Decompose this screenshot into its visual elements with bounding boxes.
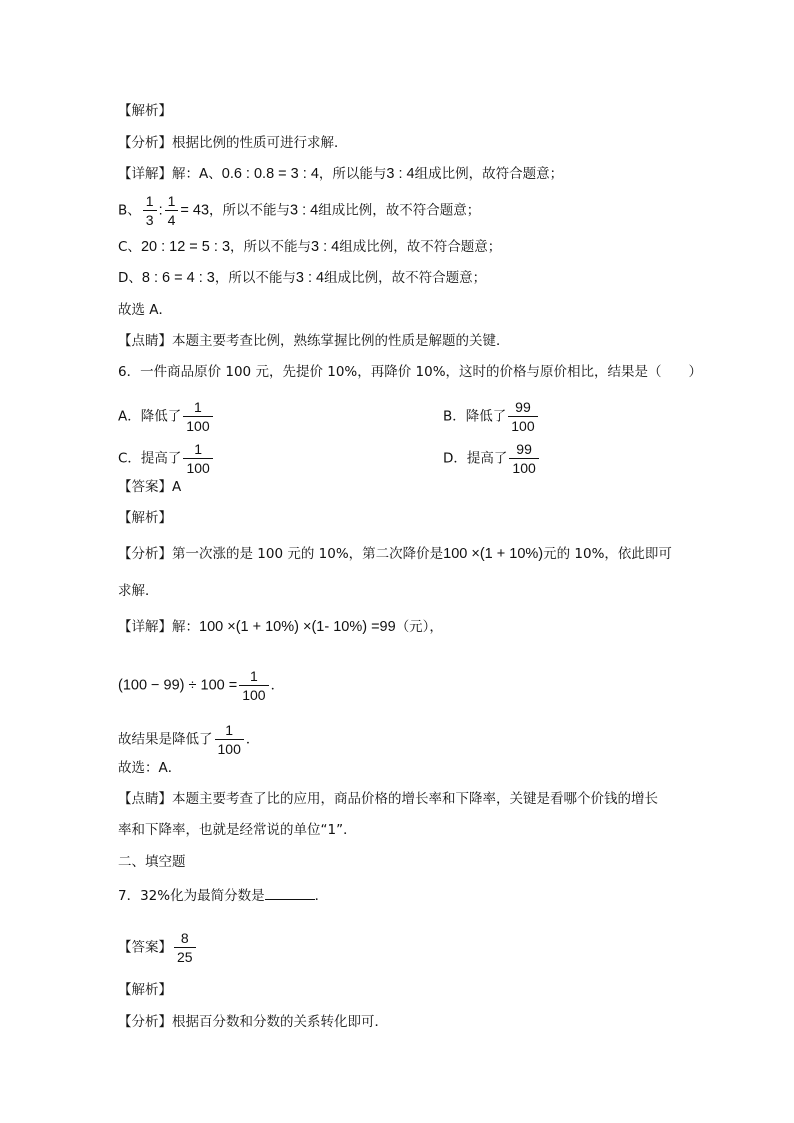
- detail-d-ratio: 8 : 6 = 4 : 3: [141, 270, 215, 286]
- fraction-one-third: $\frac{1}{3}$: [143, 192, 157, 229]
- detail-a-prefix: 【详解】解：A、: [118, 166, 222, 182]
- detail-c-suffix: 组成比例，故不符合题意；: [339, 239, 502, 255]
- result-line: [118, 721, 259, 758]
- result-fraction: $\frac{1}{100}$: [215, 721, 244, 758]
- detail-6: [118, 617, 443, 637]
- analysis-text: 【分析】根据比例的性质可进行求解．: [118, 135, 348, 151]
- detail-6-suffix: （元），: [395, 619, 443, 635]
- detail-a-ratio: 0.6 : 0.8 = 3 : 4: [221, 166, 319, 182]
- analysis-6-suffix: 元的 10%，依此即可: [543, 546, 672, 562]
- option-a-label: A．降低了: [118, 408, 182, 425]
- colon: :: [158, 202, 163, 219]
- detail-c-ratio: 20 : 12 = 5 : 3: [140, 239, 231, 255]
- detail-line-c: [118, 237, 501, 257]
- option-d-fraction: $\frac{99}{100}$: [509, 440, 538, 477]
- result-end: ．: [245, 731, 260, 748]
- choose-answer: 故选 A．: [118, 302, 173, 318]
- detail-c-prefix: C、: [118, 239, 141, 255]
- answer-blank: [265, 885, 315, 900]
- fraction-one-quarter: $\frac{1}{4}$: [165, 192, 179, 229]
- heading-analysis-6: 【解析】: [118, 510, 172, 526]
- analysis-6-continued: 求解．: [118, 583, 159, 599]
- option-c: [118, 440, 215, 477]
- calculation-end: ．: [270, 677, 285, 694]
- option-a-fraction: $\frac{1}{100}$: [183, 398, 212, 435]
- option-a: [118, 398, 215, 435]
- option-c-fraction: $\frac{1}{100}$: [183, 440, 212, 477]
- detail-b-ratio2: 3 : 4: [290, 202, 319, 219]
- detail-a-mid: ，所以能与: [318, 166, 387, 182]
- detail-d-ratio2: 3 : 4: [295, 270, 325, 286]
- analysis-7: 【分析】根据百分数和分数的关系转化即可．: [118, 1014, 388, 1030]
- section-fill-blank: 二、填空题: [118, 854, 186, 870]
- option-b: [443, 398, 540, 435]
- detail-a-ratio2: 3 : 4: [386, 166, 415, 182]
- option-d: [443, 440, 541, 477]
- detail-b-eq: = 43: [180, 202, 210, 219]
- detail-c-mid: ，所以不能与: [230, 239, 312, 255]
- detail-b-suffix: 组成比例，故不符合题意；: [318, 202, 481, 219]
- option-b-label: B．降低了: [443, 408, 507, 425]
- question-7-text: 7．32%化为最简分数是: [118, 888, 265, 904]
- calculation-fraction: $\frac{1}{100}$: [239, 667, 268, 704]
- key-point-6-continued: 率和下降率，也就是经常说的单位“1”．: [118, 822, 357, 838]
- detail-line-d: [118, 268, 486, 288]
- detail-b-mid: ，所以不能与: [209, 202, 291, 219]
- key-point: 【点睛】本题主要考查比例，熟练掌握比例的性质是解题的关键．: [118, 333, 510, 349]
- answer-6: 【答案】A: [118, 479, 182, 495]
- detail-a-suffix: 组成比例，故符合题意；: [414, 166, 564, 182]
- heading-analysis-7: 【解析】: [118, 982, 172, 998]
- calculation-line: [118, 667, 284, 704]
- answer-7-label: 【答案】: [118, 939, 172, 956]
- key-point-6: 【点睛】本题主要考查了比的应用，商品价格的增长率和下降率，关键是看哪个价钱的增长: [118, 791, 658, 807]
- detail-6-prefix: 【详解】解：: [118, 619, 199, 635]
- question-7: [118, 885, 328, 906]
- question-7-end: ．: [314, 888, 329, 904]
- detail-line-a: [118, 164, 563, 184]
- analysis-6-expr: 100 ×(1 + 10%): [443, 546, 544, 562]
- detail-d-prefix: D、: [118, 270, 142, 286]
- heading-analysis: 【解析】: [118, 103, 172, 119]
- detail-d-suffix: 组成比例，故不符合题意；: [324, 270, 487, 286]
- choose-answer-6: 故选：A．: [118, 760, 182, 776]
- analysis-6: [118, 544, 672, 564]
- option-d-label: D．提高了: [443, 450, 508, 467]
- analysis-6-prefix: 【分析】第一次涨的是 100 元的 10%，第二次降价是: [118, 546, 444, 562]
- answer-7: [118, 929, 198, 966]
- detail-b-prefix: B、: [118, 202, 141, 219]
- result-prefix: 故结果是降低了: [118, 731, 213, 748]
- calculation-expr: (100 − 99) ÷ 100 =: [118, 677, 238, 694]
- detail-d-mid: ，所以不能与: [214, 270, 296, 286]
- question-6: 6．一件商品原价 100 元，先提价 10%，再降价 10%，这时的价格与原价相比，结果是（ ）: [118, 364, 703, 380]
- detail-c-ratio2: 3 : 4: [311, 239, 340, 255]
- answer-7-fraction: $\frac{8}{25}$: [174, 929, 196, 966]
- option-c-label: C．提高了: [118, 450, 182, 467]
- option-b-fraction: $\frac{99}{100}$: [508, 398, 537, 435]
- detail-line-b: [118, 192, 480, 229]
- detail-6-expr: 100 ×(1 + 10%) ×(1- 10%) =99: [199, 619, 396, 635]
